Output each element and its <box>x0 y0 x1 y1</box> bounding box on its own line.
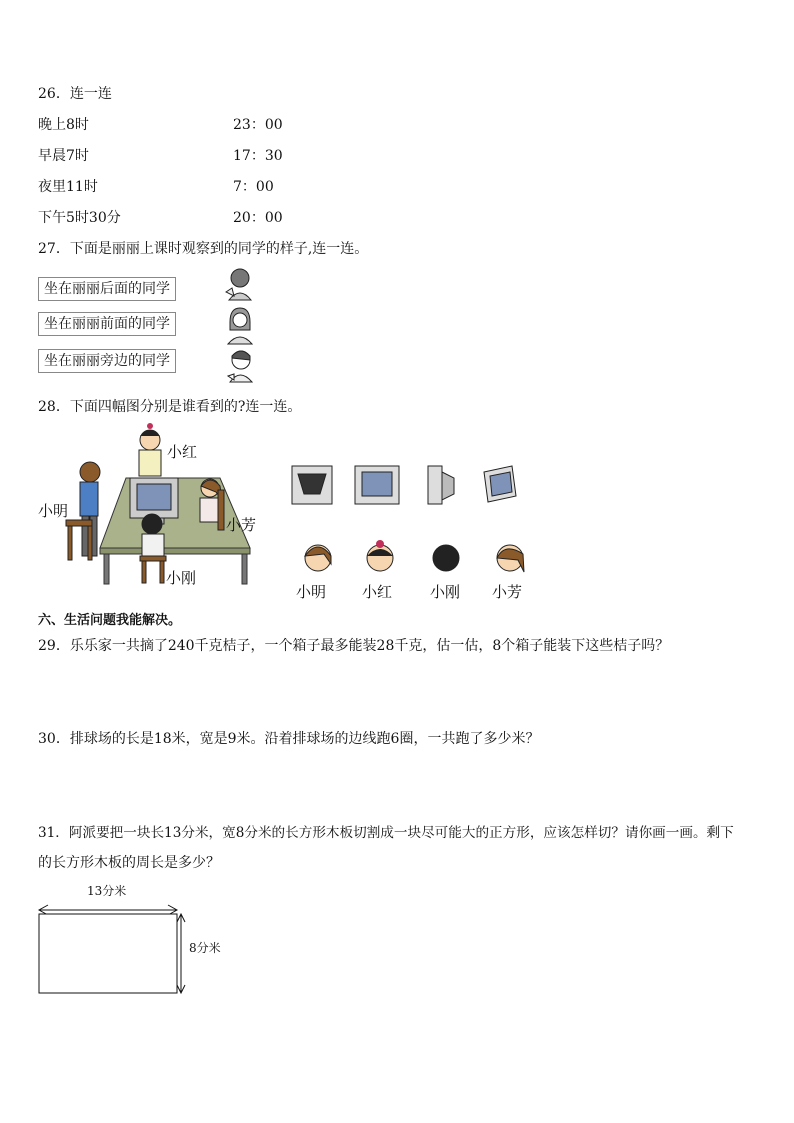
head-xiaofang-icon <box>497 545 524 572</box>
q31-text-line1: 31．阿派要把一块长13分米，宽8分米的长方形木板切割成一块尽可能大的正方形，应该怎样切？请你画一画。剩下 <box>38 825 734 841</box>
q28-classroom-scene <box>38 420 278 600</box>
q26-left-item: 早晨7时 <box>38 148 89 164</box>
q27-student-figures <box>220 266 260 384</box>
q27-option-box: 坐在丽丽前面的同学 <box>38 312 176 336</box>
scene-label-xiaohong: 小红 <box>167 443 198 461</box>
head-label: 小芳 <box>492 583 523 601</box>
section-heading: 六、生活问题我能解决。 <box>38 613 182 628</box>
q28-head-icons <box>300 540 530 576</box>
head-label: 小明 <box>296 583 327 601</box>
q26-left-item: 晚上8时 <box>38 117 89 133</box>
q26-left-item: 夜里11时 <box>38 179 98 195</box>
xiaogang-figure <box>140 514 166 583</box>
monitor-angle-view-icon <box>484 466 516 502</box>
q30-text: 30．排球场的长是18米，宽是9米。沿着排球场的边线跑6圈，一共跑了多少米？ <box>38 731 540 747</box>
q31-rectangle-diagram <box>34 900 194 1000</box>
q31-text-line2: 的长方形木板的周长是多少？ <box>38 855 220 871</box>
q27-option-box: 坐在丽丽后面的同学 <box>38 277 176 301</box>
q26-title: 26．连一连 <box>38 86 112 102</box>
scene-label-xiaogang: 小刚 <box>166 569 197 587</box>
xiaoming-figure <box>66 462 100 560</box>
q26-right-item: 7：00 <box>233 179 274 195</box>
length-label: 13分米 <box>87 884 127 898</box>
student-side-figure <box>228 351 252 382</box>
q27-option-box: 坐在丽丽旁边的同学 <box>38 349 176 373</box>
monitor-side-view-icon <box>428 466 454 504</box>
head-xiaogang-icon <box>433 545 459 571</box>
width-label: 8分米 <box>189 941 221 955</box>
scene-label-xiaoming: 小明 <box>38 502 69 520</box>
q29-text: 29．乐乐家一共摘了240千克桔子，一个箱子最多能装28千克，估一估，8个箱子能装下这些桔子吗？ <box>38 638 670 654</box>
q27-title: 27．下面是丽丽上课时观察到的同学的样子,连一连。 <box>38 241 369 257</box>
q26-right-item: 17：30 <box>233 148 283 164</box>
head-label: 小刚 <box>430 583 461 601</box>
q26-right-item: 20：00 <box>233 210 283 226</box>
monitor-back-view-icon <box>292 466 332 504</box>
scene-label-xiaofang: 小芳 <box>226 516 257 534</box>
student-girl-figure <box>228 308 252 344</box>
student-back-figure <box>226 269 251 300</box>
head-xiaohong-icon <box>367 540 393 571</box>
board-rectangle <box>39 914 177 993</box>
head-label: 小红 <box>362 583 393 601</box>
q26-right-item: 23：00 <box>233 117 283 133</box>
q28-title: 28．下面四幅图分别是谁看到的?连一连。 <box>38 399 302 415</box>
q26-left-item: 下午5时30分 <box>38 210 121 226</box>
xiaohong-figure <box>139 423 161 476</box>
monitor-front-view-icon <box>355 466 399 504</box>
q28-monitor-views <box>290 462 530 510</box>
head-xiaoming-icon <box>305 545 331 571</box>
xiaofang-figure <box>200 479 224 530</box>
